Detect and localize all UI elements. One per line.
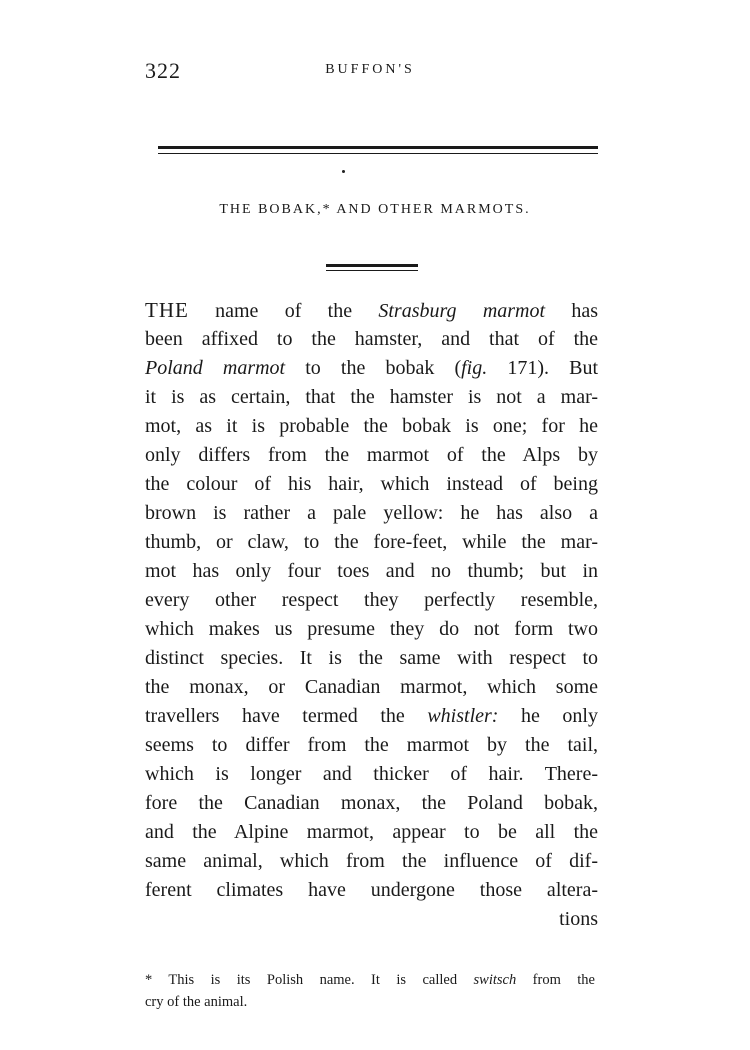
- footnote-text: from the: [516, 972, 595, 988]
- body-line: [145, 296, 598, 325]
- body-text: the colour of his hair, which instead of being: [145, 473, 598, 495]
- footnote-text: * This is its Polish name. It is called: [145, 972, 474, 988]
- body-text: [145, 296, 598, 934]
- body-text: mot, as it is probable the bobak is one; for he: [145, 415, 598, 437]
- paragraph-lead-word: THE: [145, 298, 189, 322]
- body-text: tions: [559, 908, 598, 930]
- section-title: THE BOBAK,* AND OTHER MARMOTS.: [219, 202, 531, 217]
- body-italic-text: Strasburg marmot: [378, 300, 546, 322]
- body-line: [145, 441, 598, 470]
- body-line: [145, 383, 598, 412]
- body-text: travellers have termed the: [145, 705, 428, 727]
- body-line: [145, 818, 598, 847]
- body-text: brown is rather a pale yellow: he has also a: [145, 502, 598, 524]
- page-number: 322: [145, 58, 181, 83]
- title-rule: [326, 264, 418, 271]
- body-line: [145, 644, 598, 673]
- body-line: [145, 528, 598, 557]
- footnote-text: cry of the animal.: [145, 994, 248, 1010]
- body-text: mot has only four toes and no thumb; but in: [145, 560, 598, 582]
- page-header: [145, 58, 595, 90]
- body-line: [145, 905, 598, 934]
- running-head: BUFFON'S: [325, 62, 415, 77]
- body-text: every other respect they perfectly resemble,: [145, 589, 598, 611]
- body-line: [145, 354, 598, 383]
- body-text: name of the: [188, 300, 379, 322]
- body-line: [145, 615, 598, 644]
- body-line: [145, 470, 598, 499]
- body-text: it is as certain, that the hamster is not a mar-: [145, 386, 598, 408]
- body-text: distinct species. It is the same with respect to: [145, 647, 598, 669]
- body-line: [145, 731, 598, 760]
- ink-speck: [342, 170, 345, 173]
- body-text: has: [545, 300, 599, 322]
- body-text: which makes us presume they do not form two: [145, 618, 598, 640]
- body-line: [145, 412, 598, 441]
- body-line: [145, 586, 598, 615]
- body-line: [145, 702, 598, 731]
- body-line: [145, 789, 598, 818]
- body-text: and the Alpine marmot, appear to be all the: [145, 821, 598, 843]
- body-text: 171). But: [487, 357, 599, 379]
- body-text: ferent climates have undergone those altera-: [145, 879, 598, 901]
- body-line: [145, 673, 598, 702]
- body-line: [145, 325, 598, 354]
- body-line: [145, 847, 598, 876]
- body-text: fore the Canadian monax, the Poland bobak,: [145, 792, 598, 814]
- body-text: seems to differ from the marmot by the tail,: [145, 734, 598, 756]
- body-italic-text: Poland marmot: [145, 357, 286, 379]
- body-line: [145, 876, 598, 905]
- body-text: which is longer and thicker of hair. There-: [145, 763, 598, 785]
- body-italic-text: fig.: [461, 357, 488, 379]
- body-italic-text: whistler:: [427, 705, 499, 727]
- body-line: [145, 499, 598, 528]
- body-text: only differs from the marmot of the Alps by: [145, 444, 598, 466]
- body-text: same animal, which from the influence of dif-: [145, 850, 598, 872]
- footnote-line: [145, 969, 595, 991]
- body-text: the monax, or Canadian marmot, which some: [145, 676, 598, 698]
- body-text: he only: [498, 705, 598, 727]
- footnote-line: [145, 991, 595, 1013]
- footnote-italic-text: switsch: [473, 972, 517, 988]
- body-line: [145, 760, 598, 789]
- footnote: [145, 969, 595, 1013]
- body-line: [145, 557, 598, 586]
- body-text: to the bobak (: [285, 357, 462, 379]
- body-text: been affixed to the hamster, and that of the: [145, 328, 598, 350]
- header-rule: [158, 146, 598, 154]
- body-text: thumb, or claw, to the fore-feet, while the mar-: [145, 531, 598, 553]
